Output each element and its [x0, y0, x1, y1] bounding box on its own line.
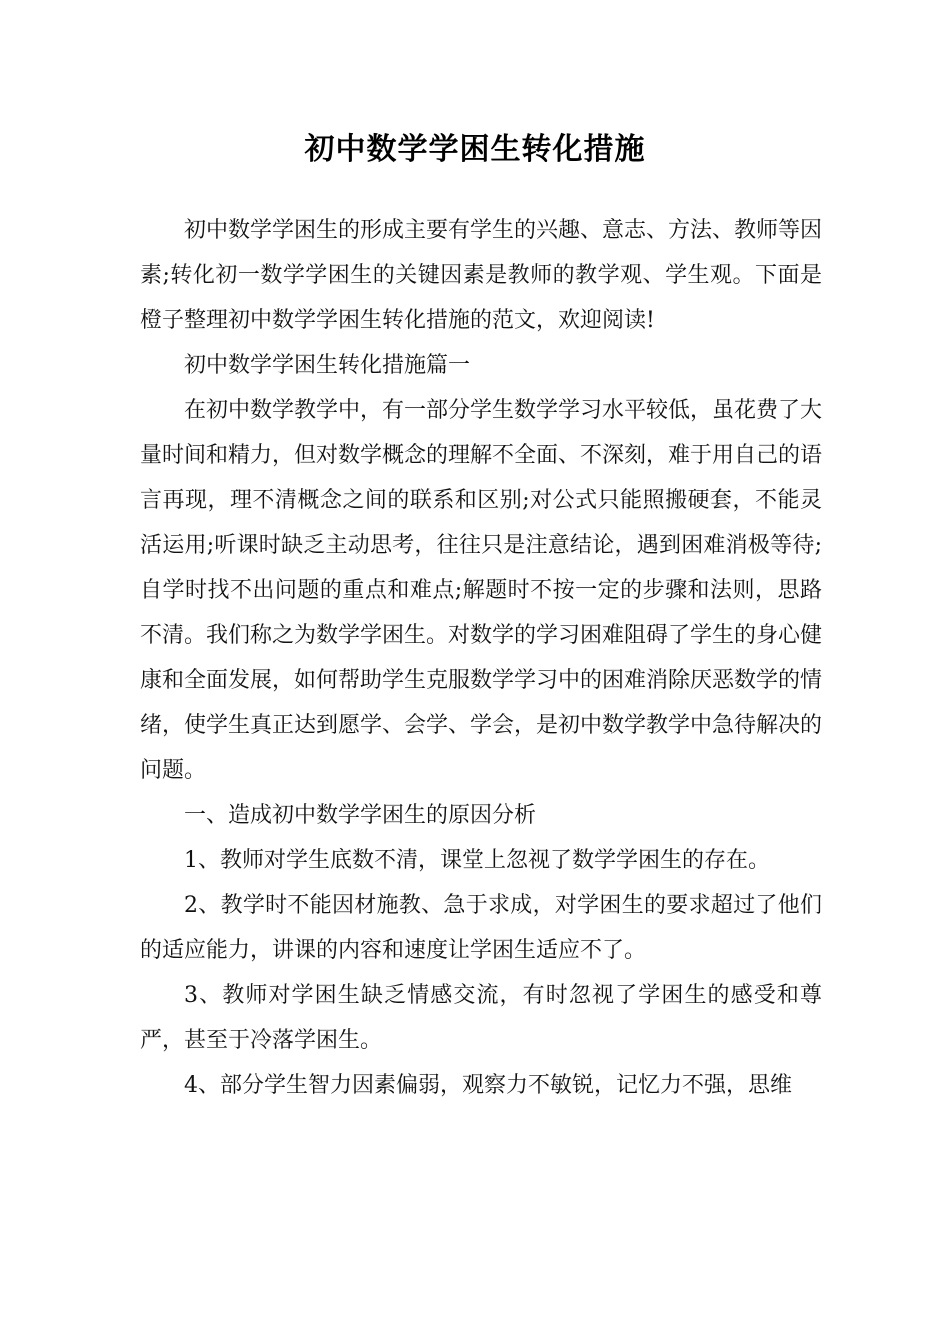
paragraph-section-heading: 初中数学学困生转化措施篇一 — [184, 353, 471, 378]
paragraph-cause-1: 1、教师对学生底数不清，课堂上忽视了数学学困生的存在。 — [184, 848, 770, 873]
document-title: 初中数学学困生转化措施 — [304, 132, 646, 167]
paragraph-cause-heading: 一、造成初中数学学困生的原因分析 — [184, 803, 537, 828]
paragraph-intro: 初中数学学困生的形成主要有学生的兴趣、意志、方法、教师等因素;转化初一数学学困生的关键因素是教师的教学观、学生观。下面是橙子整理初中数学学困生转化措施的范文，欢迎阅读! — [140, 218, 823, 333]
paragraph-description: 在初中数学教学中，有一部分学生数学学习水平较低，虽花费了大量时间和精力，但对数学概念的理解不全面、不深刻，难于用自己的语言再现，理不清概念之间的联系和区别;对公式只能照搬硬套，不能灵活运用;听课时缺乏主动思考，往往只是注意结论，遇到困难消极等待;自学时找不出问题的重点和难点;解题时不按一定的步骤和法则，思路不清。我们称之为数学学困生。对数学的学习困难阻碍了学生的身心健康和全面发展，如何帮助学生克服数学学习中的困难消除厌恶数学的情绪，使学生真正达到愿学、会学、学会，是初中数学教学中急待解决的问题。 — [140, 398, 823, 783]
paragraph-cause-3: 3、教师对学困生缺乏情感交流，有时忽视了学困生的感受和尊严，甚至于冷落学困生。 — [140, 983, 822, 1053]
document-body — [140, 208, 822, 1108]
paragraph-cause-4: 4、部分学生智力因素偏弱，观察力不敏锐，记忆力不强，思维 — [184, 1073, 792, 1098]
paragraph-cause-2: 2、教学时不能因材施教、急于求成，对学困生的要求超过了他们的适应能力，讲课的内容和速度让学困生适应不了。 — [140, 893, 822, 963]
